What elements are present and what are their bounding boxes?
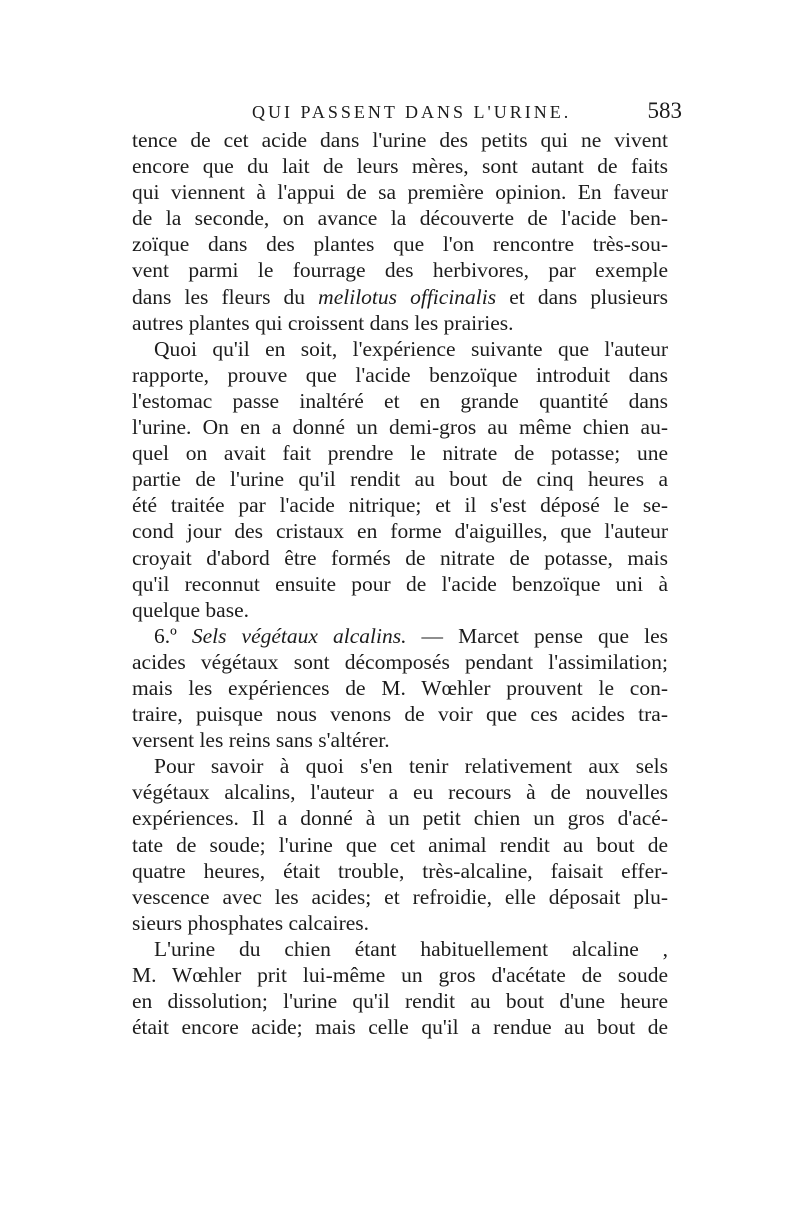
text-line xyxy=(132,127,668,153)
text-line xyxy=(132,753,668,779)
line-text: était encore acide; mais celle qu'il a rendue au bout de xyxy=(132,1015,668,1040)
line-text: versent les reins sans s'altérer. xyxy=(132,728,390,753)
text-line xyxy=(132,962,668,988)
line-text: croyait d'abord être formés de nitrate de potasse, mais xyxy=(132,545,668,570)
text-line xyxy=(132,727,668,753)
page-header xyxy=(252,98,682,130)
line-text: traire, puisque nous venons de voir que ces acides tra- xyxy=(132,702,668,727)
text-line xyxy=(132,492,668,518)
line-text: quel on avait fait prendre le nitrate de potasse; une xyxy=(132,441,668,466)
line-text: zoïque dans des plantes que l'on rencontre très-sou- xyxy=(132,232,668,257)
text-line xyxy=(132,675,668,701)
text-line xyxy=(132,701,668,727)
line-text: qu'il reconnut ensuite pour de l'acide benzoïque uni à xyxy=(132,571,668,596)
body-text xyxy=(132,127,668,1040)
line-text: été traitée par l'acide nitrique; et il s'est déposé le se- xyxy=(132,493,668,518)
line-text: sieurs phosphates calcaires. xyxy=(132,910,370,935)
text-line xyxy=(132,284,668,310)
line-text: l'estomac passe inaltéré et en grande quantité dans xyxy=(132,388,668,413)
line-text: quatre heures, était trouble, très-alcaline, faisait effer- xyxy=(132,858,668,883)
text-line xyxy=(132,388,668,414)
text-line xyxy=(132,179,668,205)
text-line xyxy=(132,597,668,623)
line-text: qui viennent à l'appui de sa première opinion. En faveur xyxy=(132,180,668,205)
text-line xyxy=(132,1014,668,1040)
line-text-after: et dans plusieurs xyxy=(496,284,668,309)
line-text: quelque base. xyxy=(132,597,250,622)
text-line xyxy=(132,779,668,805)
page-number: 583 xyxy=(647,98,682,123)
line-text: tence de cet acide dans l'urine des petits qui ne vivent xyxy=(132,128,668,152)
text-line xyxy=(132,231,668,257)
text-line xyxy=(132,858,668,884)
text-line xyxy=(132,805,668,831)
line-text-before: 6.º xyxy=(154,623,192,648)
line-text: L'urine du chien étant habituellement alcaline , xyxy=(154,936,668,961)
line-text: rapporte, prouve que l'acide benzoïque introduit dans xyxy=(132,362,668,387)
line-text: Pour savoir à quoi s'en tenir relativement aux sels xyxy=(154,754,668,779)
text-line xyxy=(132,649,668,675)
line-text: partie de l'urine qu'il rendit au bout de cinq heures a xyxy=(132,467,668,492)
line-text: expériences. Il a donné à un petit chien un gros d'acé- xyxy=(132,806,668,831)
text-line xyxy=(132,910,668,936)
line-text: cond jour des cristaux en forme d'aiguilles, que l'auteur xyxy=(132,519,668,544)
text-line xyxy=(132,336,668,362)
line-text: l'urine. On en a donné un demi-gros au même chien au- xyxy=(132,415,668,440)
line-text: en dissolution; l'urine qu'il rendit au bout d'une heure xyxy=(132,989,668,1014)
italic-term: melilotus officinalis xyxy=(318,284,497,309)
line-text: encore que du lait de leurs mères, sont autant de faits xyxy=(132,154,668,179)
text-line xyxy=(132,518,668,544)
line-text: tate de soude; l'urine que cet animal rendit au bout de xyxy=(132,832,668,857)
text-line xyxy=(132,466,668,492)
text-line xyxy=(132,414,668,440)
running-head: QUI PASSENT DANS L'URINE. xyxy=(252,102,572,122)
text-line xyxy=(132,884,668,910)
text-line xyxy=(132,936,668,962)
line-text: M. Wœhler prit lui-même un gros d'acétate de soude xyxy=(132,963,668,987)
line-text-before: dans les fleurs du xyxy=(132,284,319,309)
text-line xyxy=(132,153,668,179)
italic-term: Sels végétaux alcalins. xyxy=(191,623,407,648)
text-line xyxy=(132,362,668,388)
line-text: vent parmi le fourrage des herbivores, par exemple xyxy=(132,258,668,283)
line-text: de la seconde, on avance la découverte de l'acide ben- xyxy=(132,206,668,231)
text-line xyxy=(132,988,668,1014)
text-line xyxy=(132,440,668,466)
text-line xyxy=(132,310,668,336)
text-line xyxy=(132,623,668,649)
text-line xyxy=(132,257,668,283)
line-text: acides végétaux sont décomposés pendant l'assimilation; xyxy=(132,649,668,674)
line-text: autres plantes qui croissent dans les prairies. xyxy=(132,310,514,335)
text-line xyxy=(132,571,668,597)
line-text-after: — Marcet pense que les xyxy=(406,623,669,648)
text-line xyxy=(132,832,668,858)
line-text: Quoi qu'il en soit, l'expérience suivante que l'auteur xyxy=(154,336,668,361)
text-line xyxy=(132,545,668,571)
line-text: végétaux alcalins, l'auteur a eu recours à de nouvelles xyxy=(132,780,668,805)
text-line xyxy=(132,205,668,231)
line-text: vescence avec les acides; et refroidie, elle déposait plu- xyxy=(132,884,668,909)
line-text: mais les expériences de M. Wœhler prouvent le con- xyxy=(132,675,668,700)
